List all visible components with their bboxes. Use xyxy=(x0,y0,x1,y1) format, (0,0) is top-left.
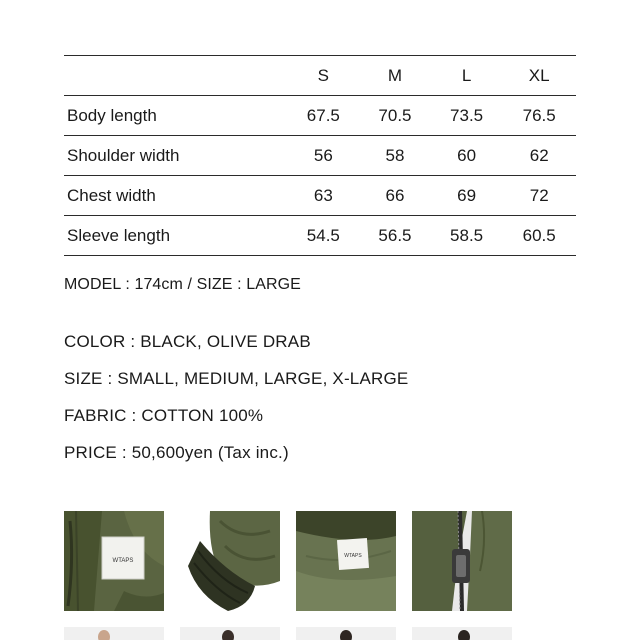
table-cell: 58.5 xyxy=(450,225,484,245)
size-chart-table xyxy=(64,55,576,256)
table-cell: 72 xyxy=(529,185,549,205)
size-chart-header-blank xyxy=(64,56,288,96)
model-thumbnail-4[interactable] xyxy=(412,627,512,640)
table-cell: 62 xyxy=(529,145,549,165)
table-cell: 69 xyxy=(457,185,477,205)
label-logo-text: WTAPS xyxy=(112,558,134,564)
product-thumbnail-label[interactable] xyxy=(64,511,164,611)
table-cell: 54.5 xyxy=(306,225,340,245)
table-cell: 76.5 xyxy=(522,105,556,125)
model-thumbnail-2[interactable] xyxy=(180,627,280,640)
table-cell: 73.5 xyxy=(450,105,484,125)
model-photo-2 xyxy=(180,627,280,640)
table-cell: 60 xyxy=(457,145,477,165)
size-chart-row-chest-width xyxy=(64,176,576,216)
product-thumbnail-zipper[interactable] xyxy=(412,511,512,611)
jacket-cuff-photo xyxy=(180,511,280,611)
size-header-s: S xyxy=(317,65,329,85)
jacket-inner-label-photo xyxy=(296,511,396,611)
spec-color: COLOR : BLACK, OLIVE DRAB xyxy=(64,332,311,351)
size-chart-row-shoulder-width xyxy=(64,136,576,176)
model-photo-1 xyxy=(64,627,164,640)
jacket-label-photo xyxy=(64,511,164,611)
table-cell: 58 xyxy=(385,145,405,165)
model-photo-4 xyxy=(412,627,512,640)
model-photo-3 xyxy=(296,627,396,640)
row-label: Body length xyxy=(67,105,157,125)
spec-size: SIZE : SMALL, MEDIUM, LARGE, X-LARGE xyxy=(64,369,409,388)
spec-price: PRICE : 50,600yen (Tax inc.) xyxy=(64,443,289,462)
size-chart-row-sleeve-length xyxy=(64,216,576,256)
inner-label-logo-text: WTAPS xyxy=(344,553,362,559)
product-thumbnail-cuff[interactable] xyxy=(180,511,280,611)
table-cell: 67.5 xyxy=(306,105,340,125)
size-header-l: L xyxy=(461,65,472,85)
model-thumbnail-1[interactable] xyxy=(64,627,164,640)
table-cell: 70.5 xyxy=(378,105,412,125)
jacket-zipper-photo xyxy=(412,511,512,611)
size-chart-row-body-length xyxy=(64,96,576,136)
size-header-m: M xyxy=(387,65,403,85)
model-thumbnail-3[interactable] xyxy=(296,627,396,640)
table-cell: 66 xyxy=(385,185,405,205)
table-cell: 56.5 xyxy=(378,225,412,245)
table-cell: 56 xyxy=(313,145,333,165)
product-thumbnail-inner-label[interactable] xyxy=(296,511,396,611)
table-cell: 63 xyxy=(313,185,333,205)
row-label: Sleeve length xyxy=(67,225,171,245)
model-info: MODEL : 174cm / SIZE : LARGE xyxy=(64,276,301,293)
table-cell: 60.5 xyxy=(522,225,556,245)
row-label: Chest width xyxy=(67,185,156,205)
size-header-xl: XL xyxy=(528,65,550,85)
row-label: Shoulder width xyxy=(67,145,180,165)
spec-fabric: FABRIC : COTTON 100% xyxy=(64,406,264,425)
size-chart-header-row xyxy=(64,56,576,96)
